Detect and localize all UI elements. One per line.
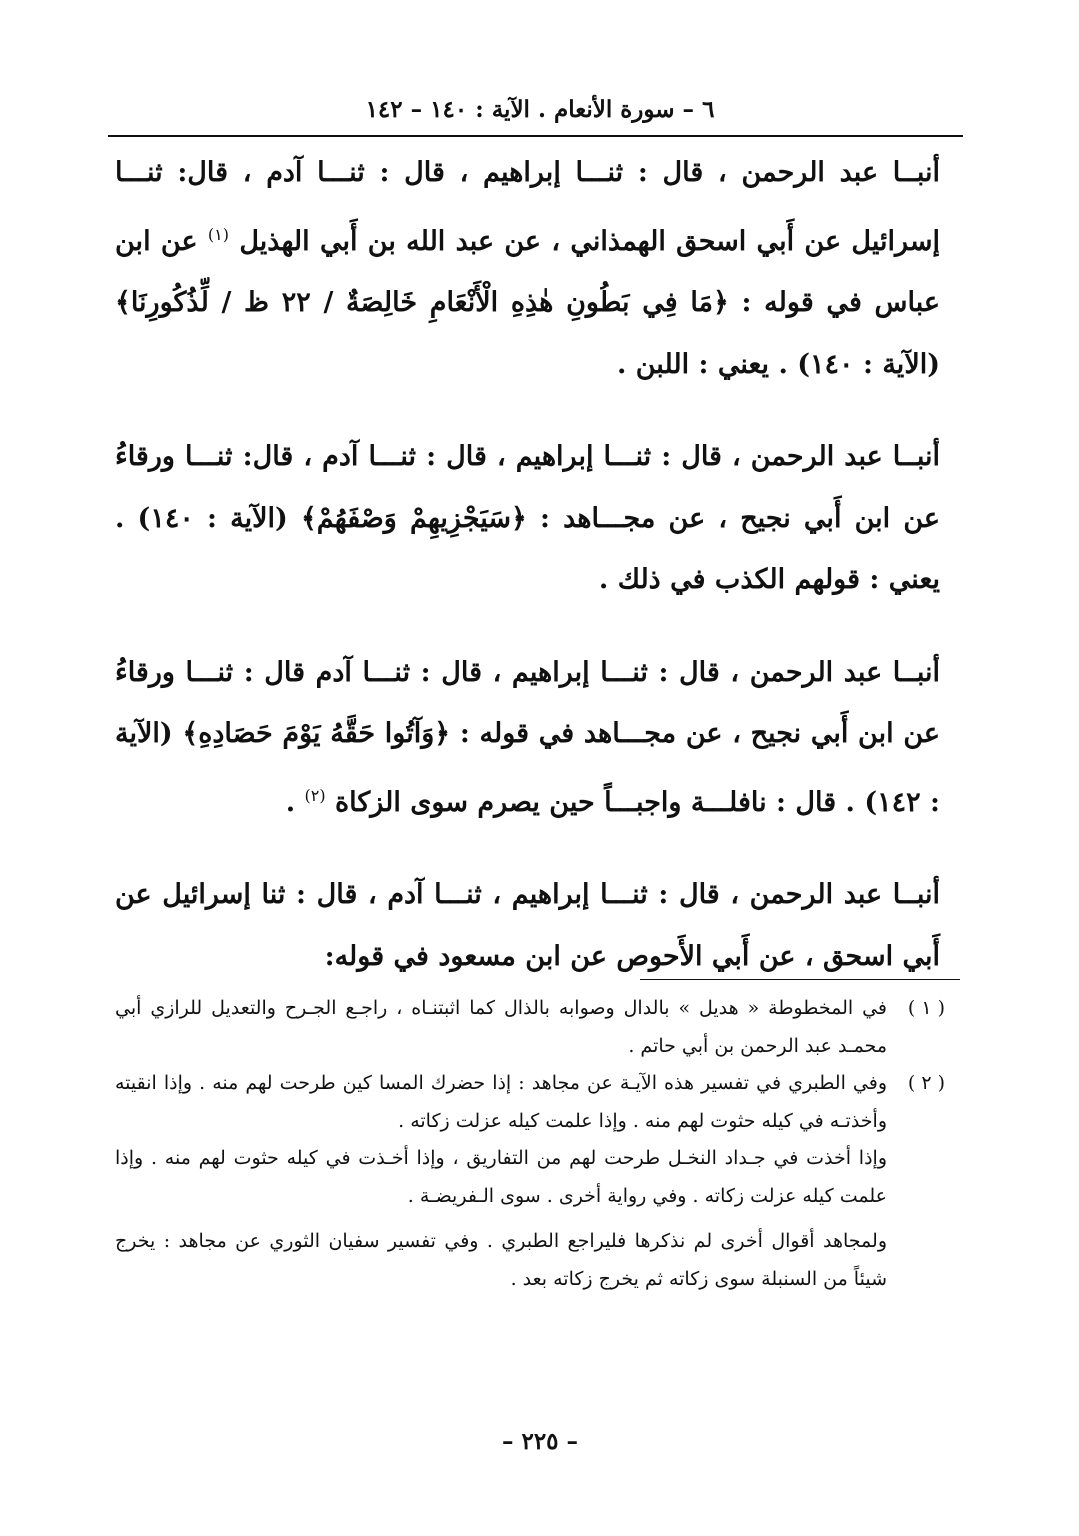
footnote-2-paragraph-3: ولمجاهد أقوال أخرى لم نذكرها فليراجع الطبري . وفي تفسير سفيان الثوري عن مجاهد : يخرج شيئاً من السنبلة سوى زكاته ثم يخرج زكاته بعد . [115, 1230, 887, 1290]
footnote-rule [640, 979, 960, 980]
footnote-2-text: وفي الطبري في تفسير هذه الآيـة عن مجاهد : إذا حضرك المسا كين طرحت لهم منه . وإذا انقيته وأخذتـه في كيله حثوت لهم منه . وإذا علمت كيله عزلت زكاته . [115, 1072, 887, 1132]
footnote-1-number: ( ١ ) [907, 997, 945, 1019]
footnote-2-number: ( ٢ ) [907, 1072, 945, 1094]
footnote-ref-1: (١) [207, 224, 229, 244]
footnote-1 [115, 990, 945, 1065]
paragraph-1 [115, 142, 940, 395]
paragraph-4: أنبــا عبد الرحمن ، قال : ثنـــا إبراهيم ، ثنـــا آدم ، قال : ثنا إسرائيل عن أَبي اسحق ، عن أَبي الأَحوص عن ابن مسعود في قوله: [115, 879, 940, 972]
page-number: – ٢٢٥ – [501, 1428, 579, 1455]
paragraph-1-text: أنبــا عبد الرحمن ، قال : ثنـــا إبراهيم ، قال : ثنـــا آدم ، قال: ثنـــا إسرائيل عن أَبي اسحق الهمذاني ، عن عبد الله بن أَبي الهذيل [115, 157, 941, 257]
paragraph-1-text-cont: عن ابن عباس في قوله : ﴿مَا فِي بَطُونِ هٰذِهِ الْأَنْعَامِ خَالِصَةٌ / ٢٢ ظ / لِّذُكُورِنَا﴾ (الآية : ١٤٠) . يعني : اللبن . [115, 225, 940, 380]
paragraph-2: أنبــا عبد الرحمن ، قال : ثنـــا إبراهيم ، قال : ثنـــا آدم ، قال: ثنـــا ورقاءُ عن ابن أَبي نجيح ، عن مجـــاهد : ﴿سَيَجْزِيهِمْ وَصْفَهُمْ﴾ (الآية : ١٤٠) . يعني : قولهم الكذب في ذلك . [115, 441, 941, 595]
header-rule [108, 135, 963, 137]
footnote-2 [115, 1065, 945, 1140]
paragraph-3 [115, 642, 940, 834]
footnote-2-paragraph-2: وإذا أخذت في جـداد النخـل طرحت لهم من التفاريق ، وإذا أخـذت في كيله حثوت لهم منه . وإذا علمت كيله عزلت زكاته . وفي رواية أخرى . سوى الـفريضـة . [115, 1147, 887, 1207]
running-header: ٦ – سورة الأنعام . الآية : ١٤٠ – ١٤٢ [365, 96, 715, 123]
main-text [115, 142, 940, 1018]
footnotes [115, 990, 945, 1298]
paragraph-3-text-cont: . [285, 786, 296, 818]
footnote-ref-2: (٢) [304, 785, 326, 805]
footnote-1-text: في المخطوطة « هديل » بالدال وصوابه بالذال كما اثبتنـاه ، راجـع الجـرح والتعديل للرازي أبي محمـد عبد الرحمن بن أبي حاتم . [115, 997, 887, 1057]
paragraph-3-text: أنبــا عبد الرحمن ، قال : ثنـــا إبراهيم ، قال : ثنـــا آدم قال : ثنـــا ورقاءُ عن ابن أَبي نجيح ، عن مجـــاهد في قوله : ﴿وَآتُوا حَقَّهُ يَوْمَ حَصَادِهِ﴾ (الآية : ١٤٢) . قال : نافلـــة واجبـــاً حين يصرم سوى الزكاة [115, 656, 940, 818]
